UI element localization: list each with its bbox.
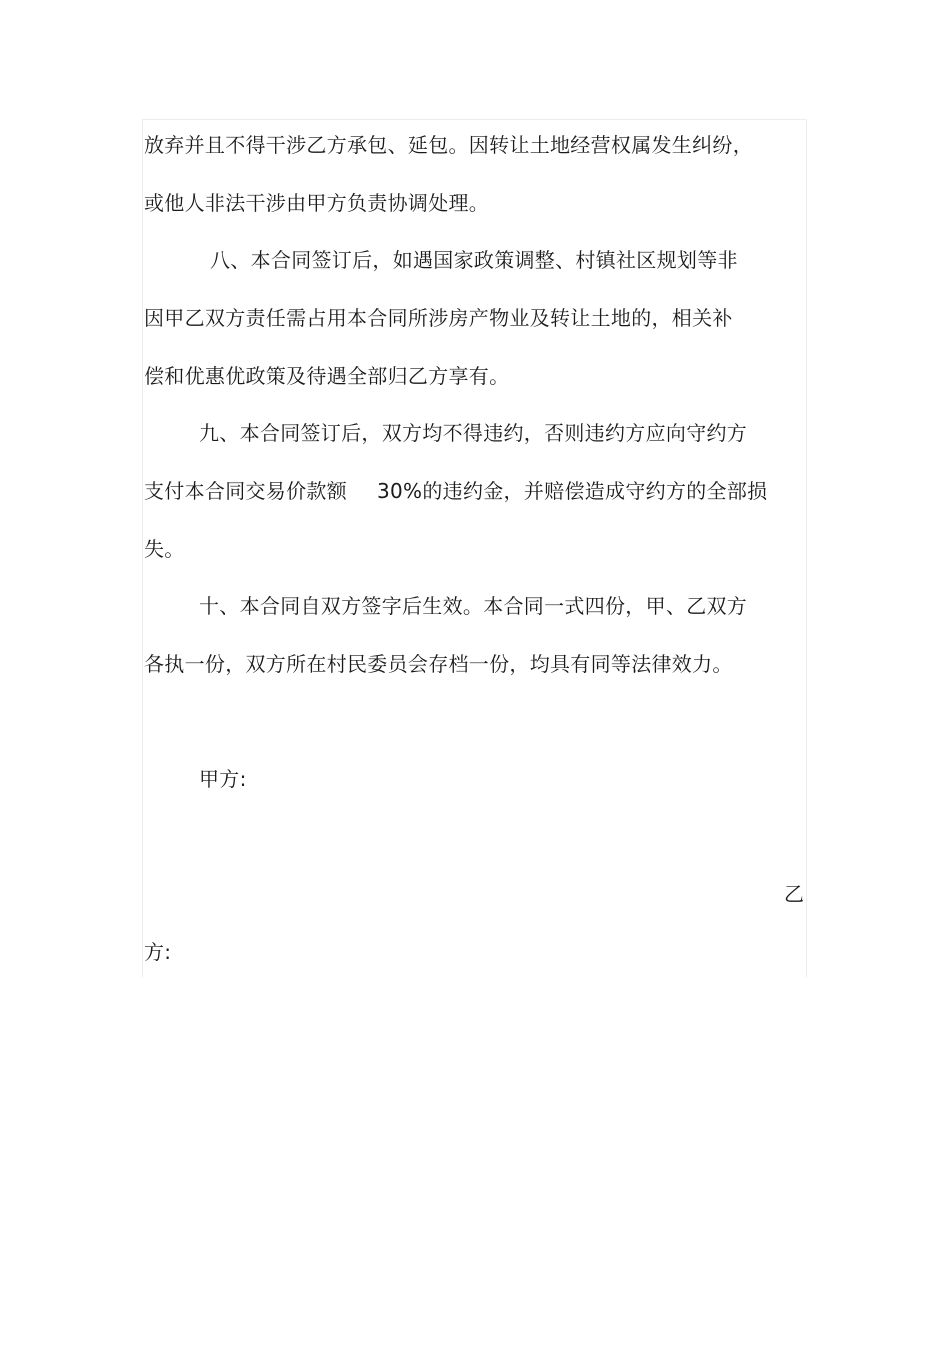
paragraph-line: 放弃并且不得干涉乙方承包、延包。因转让土地经营权属发生纠纷， [144,133,753,157]
party-b-label-part2: 方: [144,940,172,964]
clause-8-line: 八、本合同签订后，如遇国家政策调整、村镇社区规划等非 [210,248,738,272]
clause-8-line: 偿和优惠优政策及待遇全部归乙方享有。 [144,364,510,388]
party-b-label-part1: 乙 [784,882,804,906]
clause-10-line: 各执一份，双方所在村民委员会存档一份，均具有同等法律效力。 [144,652,733,676]
paragraph-line: 或他人非法干涉由甲方负责协调处理。 [144,191,490,215]
clause-8-line: 因甲乙双方责任需占用本合同所涉房产物业及转让土地的，相关补 [144,306,733,330]
clause-9-line: 失。 [144,537,185,561]
clause-9-line: 九、本合同签订后，双方均不得违约，否则违约方应向守约方 [199,421,748,445]
clause-10-line: 十、本合同自双方签字后生效。本合同一式四份，甲、乙双方 [199,594,748,618]
clause-9-text-part1: 支付本合同交易价款额 [144,479,347,503]
clause-9-line [144,477,767,505]
party-a-label: 甲方: [199,767,247,791]
clause-9-text-part2: 30%的违约金，并赔偿造成守约方的全部损 [377,479,768,503]
